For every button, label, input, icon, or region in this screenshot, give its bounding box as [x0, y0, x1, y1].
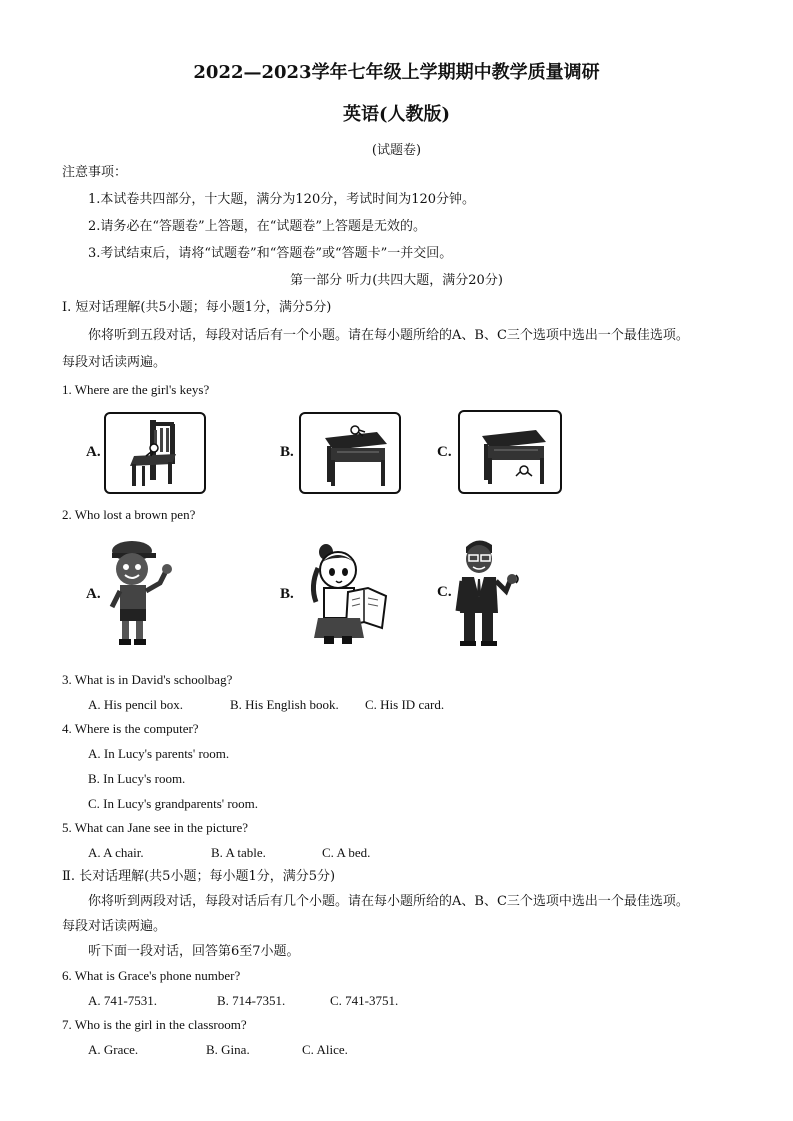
q2-option-c-label: C.: [437, 584, 452, 600]
q6-stem: 6. What is Grace's phone number?: [62, 968, 241, 983]
exam-title: 2022—2023学年七年级上学期期中教学质量调研: [193, 62, 600, 83]
exam-subtitle: 英语(人教版): [342, 104, 451, 125]
q3-option-a[interactable]: A. His pencil box.: [88, 697, 183, 712]
dialog-note: 听下面一段对话，回答第6至7小题。: [88, 944, 300, 959]
paper-type: (试题卷): [371, 143, 422, 158]
q1-option-b-label: B.: [280, 444, 294, 460]
section1-heading: Ⅰ. 短对话理解(共5小题；每小题1分，满分5分): [62, 300, 332, 315]
q4-option-c[interactable]: C. In Lucy's grandparents' room.: [88, 796, 259, 811]
q1-stem: 1. Where are the girl's keys?: [62, 382, 210, 397]
chair-icon: [106, 414, 204, 492]
man-in-suit-icon[interactable]: [452, 535, 524, 650]
note-item-1: 1.本试卷共四部分，十大题，满分为120分，考试时间为120分钟。: [88, 192, 476, 207]
q2-stem: 2. Who lost a brown pen?: [62, 507, 196, 522]
notes-heading: 注意事项：: [62, 165, 128, 180]
q4-option-b[interactable]: B. In Lucy's room.: [88, 771, 186, 786]
q2-option-a-label: A.: [86, 586, 101, 602]
q2-option-b-label: B.: [280, 586, 294, 602]
q7-stem: 7. Who is the girl in the classroom?: [62, 1017, 247, 1032]
q5-option-b[interactable]: B. A table.: [211, 845, 266, 860]
q1-option-a-image[interactable]: [104, 412, 206, 494]
q5-option-a[interactable]: A. A chair.: [88, 845, 144, 860]
section2-heading: Ⅱ. 长对话理解(共5小题；每小题1分，满分5分): [62, 869, 336, 884]
q7-option-a[interactable]: A. Grace.: [88, 1042, 139, 1057]
section2-instruction-cont: 每段对话读两遍。: [62, 919, 167, 934]
q1-option-c-label: C.: [437, 444, 452, 460]
q6-option-b[interactable]: B. 714-7351.: [217, 993, 286, 1008]
q1-option-a-label: A.: [86, 444, 101, 460]
section2-instruction: 你将听到两段对话，每段对话后有几个小题。请在每小题所给的A、B、C三个选项中选出一个最佳选项。: [88, 894, 689, 909]
q7-option-b[interactable]: B. Gina.: [206, 1042, 250, 1057]
q6-option-c[interactable]: C. 741-3751.: [330, 993, 399, 1008]
part1-heading: 第一部分 听力(共四大题，满分20分): [290, 273, 503, 288]
note-item-3: 3.考试结束后，请将“试题卷”和“答题卷”或“答题卡”一并交回。: [88, 246, 453, 261]
q6-option-a[interactable]: A. 741-7531.: [88, 993, 157, 1008]
desk-keys-under-icon: [460, 412, 560, 492]
q5-option-c[interactable]: C. A bed.: [322, 845, 371, 860]
desk-keys-on-top-icon: [301, 414, 399, 492]
girl-reading-icon[interactable]: [296, 542, 392, 647]
q3-option-b[interactable]: B. His English book.: [230, 697, 339, 712]
section1-instruction-cont: 每段对话读两遍。: [62, 355, 167, 370]
q1-option-b-image[interactable]: [299, 412, 401, 494]
note-item-2: 2.请务必在“答题卷”上答题，在“试题卷”上答题是无效的。: [88, 219, 426, 234]
q3-stem: 3. What is in David's schoolbag?: [62, 672, 233, 687]
q5-stem: 5. What can Jane see in the picture?: [62, 820, 249, 835]
q7-option-c[interactable]: C. Alice.: [302, 1042, 348, 1057]
q3-option-c[interactable]: C. His ID card.: [365, 697, 445, 712]
boy-waving-icon[interactable]: [104, 535, 176, 650]
q1-option-c-image[interactable]: [458, 410, 562, 494]
q4-stem: 4. Where is the computer?: [62, 721, 199, 736]
q4-option-a[interactable]: A. In Lucy's parents' room.: [88, 746, 230, 761]
section1-instruction: 你将听到五段对话，每段对话后有一个小题。请在每小题所给的A、B、C三个选项中选出一个最佳选项。: [88, 328, 689, 343]
